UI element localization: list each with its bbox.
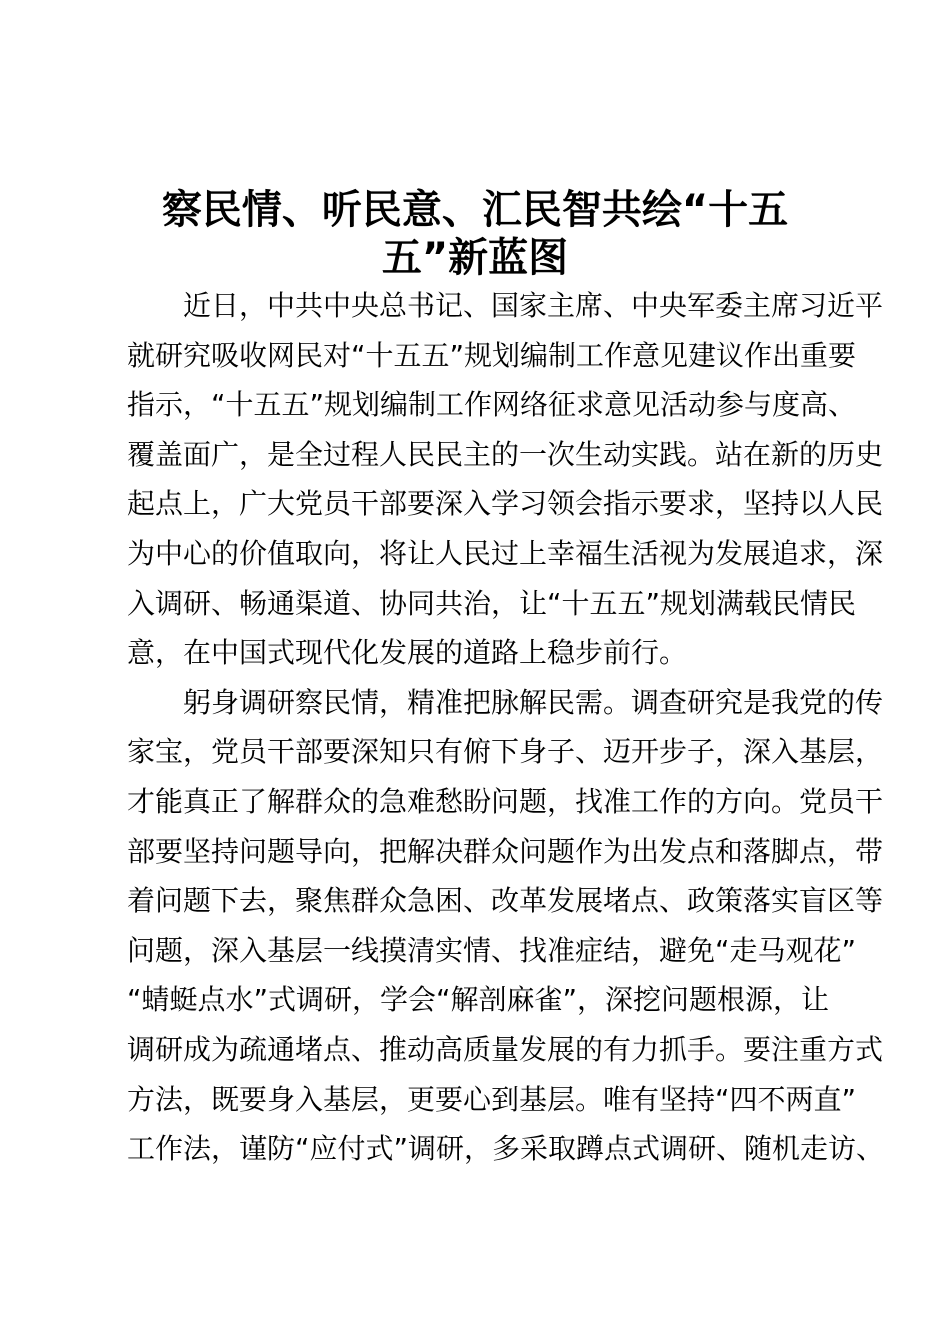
text-line: 着问题下去，聚焦群众急困、改革发展堵点、政策落实盲区等 [127,884,884,918]
text-line: “蜻蜓点水”式调研，学会“解剖麻雀”，深挖问题根源，让 [127,983,830,1017]
text-line: 为中心的价值取向，将让人民过上幸福生活视为发展追求，深 [127,536,884,570]
document-body [127,281,885,1174]
text-line: 部要坚持问题导向，把解决群众问题作为出发点和落脚点，带 [127,834,884,868]
text-line: 近日，中共中央总书记、国家主席、中央军委主席习近平 [183,289,884,322]
text-line: 起点上，广大党员干部要深入学习领会指示要求，坚持以人民 [127,487,884,521]
text-line: 覆盖面广，是全过程人民民主的一次生动实践。站在新的历史 [127,437,884,471]
text-line: 入调研、畅通渠道、协同共治，让“十五五”规划满载民情民 [127,586,857,620]
document-title [0,186,950,282]
text-line: 方法，既要身入基层，更要心到基层。唯有坚持“四不两直” [127,1082,857,1116]
text-line: 调研成为疏通堵点、推动高质量发展的有力抓手。要注重方式 [127,1032,884,1066]
title-line: 五”新蓝图 [381,235,569,281]
text-line: 问题，深入基层一线摸清实情、找准症结，避免“走马观花” [127,933,857,967]
text-line: 就研究吸收网民对“十五五”规划编制工作意见建议作出重要 [127,338,857,372]
paragraph [127,678,885,1174]
text-line: 指示，“十五五”规划编制工作网络征求意见活动参与度高、 [127,388,857,422]
text-line: 才能真正了解群众的急难愁盼问题，找准工作的方向。党员干 [127,784,884,818]
text-line: 家宝，党员干部要深知只有俯下身子、迈开步子，深入基层， [127,735,884,769]
text-line: 躬身调研察民情，精准把脉解民需。调查研究是我党的传 [183,685,884,719]
text-line: 工作法，谨防“应付式”调研，多采取蹲点式调研、随机走访、 [127,1132,885,1166]
title-line: 察民情、听民意、汇民智共绘“十五 [161,187,789,233]
text-line: 意，在中国式现代化发展的道路上稳步前行。 [127,636,688,670]
paragraph [127,281,884,678]
